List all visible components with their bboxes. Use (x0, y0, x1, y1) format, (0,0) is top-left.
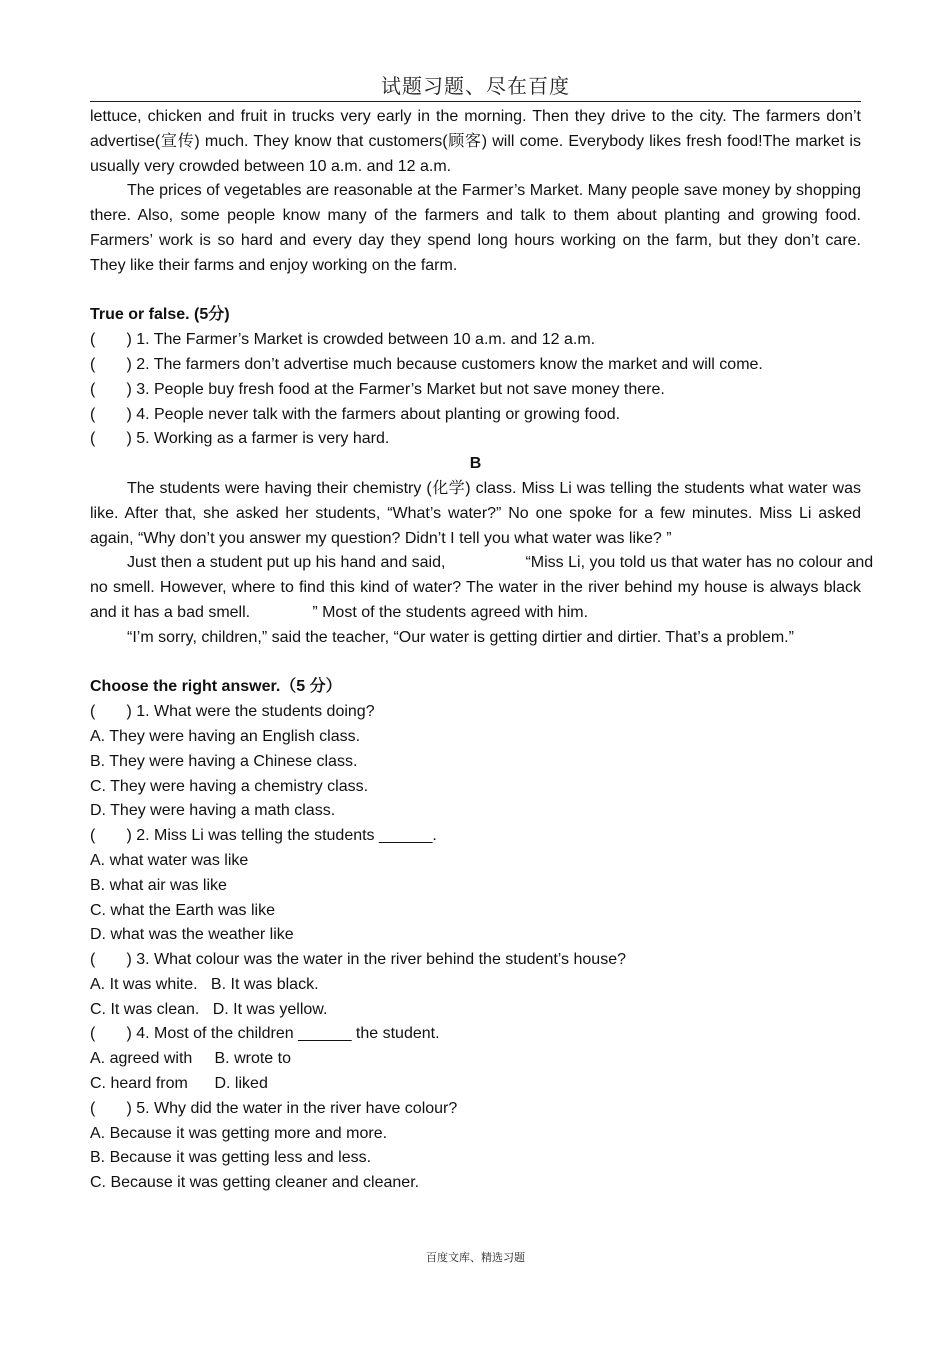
answer-option: D. They were having a math class. (90, 802, 336, 820)
passage-b-paragraph-2 (90, 551, 950, 576)
answer-option: C. heard from D. liked (90, 1075, 268, 1093)
answer-option: A. They were having an English class. (90, 727, 361, 745)
answer-option: C. Because it was getting cleaner and cleaner. (90, 1174, 420, 1192)
answer-option: A. It was white. B. It was black. (90, 975, 319, 993)
passage-b-paragraph-2-line-1: Just then a student put up his hand and said, “Miss Li, you told us that water has no colour and (127, 554, 874, 572)
question-line: ( ) 2. Miss Li was telling the students ______. (90, 827, 437, 845)
passage-b-paragraph-1: The students were having their chemistry (化学) class. Miss Li was telling the students what water was like. After that, she asked her students, “What’s water?” No one spoke for a few minutes. Miss Li asked again, “Why don’t you answer my question? Didn’t I tell you what water was like? ” (90, 479, 861, 547)
answer-option: A. Because it was getting more and more. (90, 1124, 388, 1142)
answer-option: C. It was clean. D. It was yellow. (90, 1000, 328, 1018)
true-false-item-5: ( ) 5. Working as a farmer is very hard. (90, 430, 390, 448)
choose-question-list (90, 700, 861, 1196)
passage-b-label: B (469, 455, 482, 473)
answer-option: A. what water was like (90, 851, 249, 869)
true-false-item-4: ( ) 4. People never talk with the farmers about planting or growing food. (90, 405, 621, 423)
question-line: ( ) 4. Most of the children ______ the student. (90, 1025, 440, 1043)
page-footer: 百度文库、精选习题 (426, 1251, 525, 1264)
true-false-item-1: ( ) 1. The Farmer’s Market is crowded between 10 a.m. and 12 a.m. (90, 331, 596, 349)
answer-option: D. what was the weather like (90, 926, 294, 944)
document-body (90, 105, 874, 1196)
passage-a-paragraph-2: The prices of vegetables are reasonable at the Farmer’s Market. Many people save money by shopping there. Also, some people know many of the farmers and talk to them about planting and growing food. Farmers’ work is so hard and every day they spend long hours working on the farm, but they don’t care. They like their farms and enjoy working on the farm. (90, 182, 861, 274)
answer-option: C. They were having a chemistry class. (90, 777, 369, 795)
passage-b-paragraph-2-rest: no smell. However, where to find this kind of water? The water in the river behind my house is always black and it has a bad smell. ” Most of the students agreed with him. (90, 579, 866, 621)
true-false-item-3: ( ) 3. People buy fresh food at the Farmer’s Market but not save money there. (90, 380, 665, 398)
passage-b-paragraph-3: “I’m sorry, children,” said the teacher, “Our water is getting dirtier and dirtier. That’s a problem.” (127, 628, 794, 646)
passage-a-paragraph-1: lettuce, chicken and fruit in trucks very early in the morning. Then they drive to the city. The farmers don’t advertise(宣传) much. They know that customers(顾客) will come. Everybody likes fresh food!The market is usually very crowded between 10 a.m. and 12 a.m. (90, 108, 861, 175)
question-line: ( ) 3. What colour was the water in the river behind the student’s house? (90, 951, 626, 969)
true-false-item-2: ( ) 2. The farmers don’t advertise much because customers know the market and will come. (90, 355, 763, 373)
answer-option: B. They were having a Chinese class. (90, 752, 358, 770)
question-line: ( ) 1. What were the students doing? (90, 703, 375, 721)
question-line: ( ) 5. Why did the water in the river have colour? (90, 1099, 458, 1117)
choose-heading: Choose the right answer.（5 分） (90, 678, 342, 696)
page-header-title: 试题习题、尽在百度 (381, 74, 570, 98)
answer-option: B. what air was like (90, 876, 227, 894)
answer-option: C. what the Earth was like (90, 901, 275, 919)
answer-option: B. Because it was getting less and less. (90, 1149, 372, 1167)
true-false-heading: True or false. (5分) (90, 306, 230, 324)
answer-option: A. agreed with B. wrote to (90, 1050, 291, 1068)
header-divider (90, 101, 861, 102)
